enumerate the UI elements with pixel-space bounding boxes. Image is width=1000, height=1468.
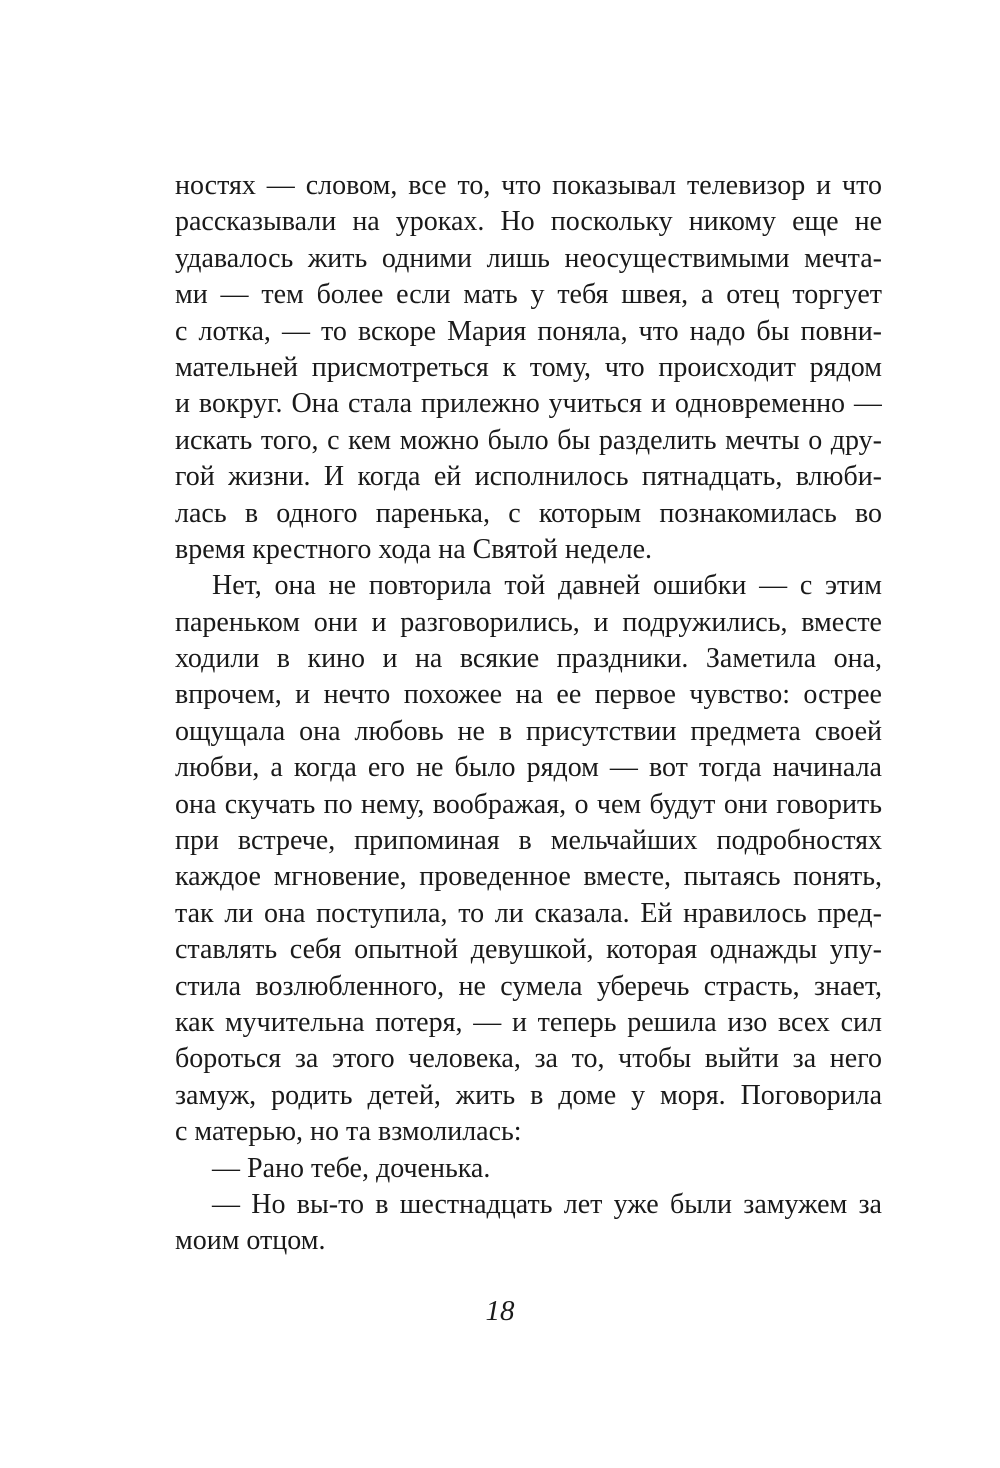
text-line: ощущала она любовь не в присутствии предмета своей	[175, 715, 882, 747]
text-line: ностях — словом, все то, что показывал телевизор и что	[175, 170, 882, 201]
text-line: гой жизни. И когда ей исполнилось пятнадцать, влюби-	[175, 461, 882, 493]
text-line: — Рано тебе, доченька.	[212, 1152, 491, 1184]
text-line: — Но вы-то в шестнадцать лет уже были замужем за	[212, 1188, 882, 1220]
text-line: пареньком они и разговорились, и подружились, вместе	[175, 606, 882, 638]
text-line: стила возлюбленного, не сумела уберечь страсть, знает,	[175, 970, 882, 1002]
text-line: с матерью, но та взмолилась:	[175, 1116, 522, 1148]
text-line: мательней присмотреться к тому, что происходит рядом	[175, 351, 882, 383]
text-line: любви, а когда его не было рядом — вот тогда начинала	[175, 752, 882, 784]
text-line: при встрече, припоминая в мельчайших подробностях	[175, 825, 882, 857]
body-text	[175, 168, 882, 1260]
text-line: замуж, родить детей, жить в доме у моря. Поговорила	[175, 1079, 882, 1111]
text-line: с лотка, — то вскоре Мария поняла, что надо бы повни-	[175, 315, 882, 347]
text-line: рассказывали на уроках. Но поскольку никому еще не	[175, 206, 882, 238]
text-line: моим отцом.	[175, 1225, 326, 1257]
text-line: и вокруг. Она стала прилежно учиться и одновременно —	[175, 388, 882, 420]
text-line: лась в одного паренька, с которым познакомилась во	[175, 497, 882, 529]
page-number: 18	[485, 1295, 515, 1327]
text-line: она скучать по нему, воображая, о чем будут они говорить	[175, 788, 882, 820]
text-line: бороться за этого человека, за то, чтобы выйти за него	[175, 1043, 882, 1075]
text-line: удавалось жить одними лишь неосуществимыми мечта-	[175, 242, 882, 274]
text-line: как мучительна потеря, — и теперь решила изо всех сил	[175, 1006, 882, 1038]
text-line: Нет, она не повторила той давней ошибки — с этим	[212, 570, 882, 602]
text-line: впрочем, и нечто похожее на ее первое чувство: острее	[175, 679, 882, 711]
text-line: искать того, с кем можно было бы разделить мечты о дру-	[175, 424, 882, 456]
text-line: ходили в кино и на всякие праздники. Заметила она,	[175, 643, 882, 675]
text-line: каждое мгновение, проведенное вместе, пытаясь понять,	[175, 861, 882, 893]
text-line: так ли она поступила, то ли сказала. Ей нравилось пред-	[175, 897, 882, 929]
text-line: время крестного хода на Святой неделе.	[175, 533, 652, 565]
text-line: ми — тем более если мать у тебя швея, а отец торгует	[175, 279, 882, 311]
text-line: ставлять себя опытной девушкой, которая однажды упу-	[175, 934, 882, 966]
